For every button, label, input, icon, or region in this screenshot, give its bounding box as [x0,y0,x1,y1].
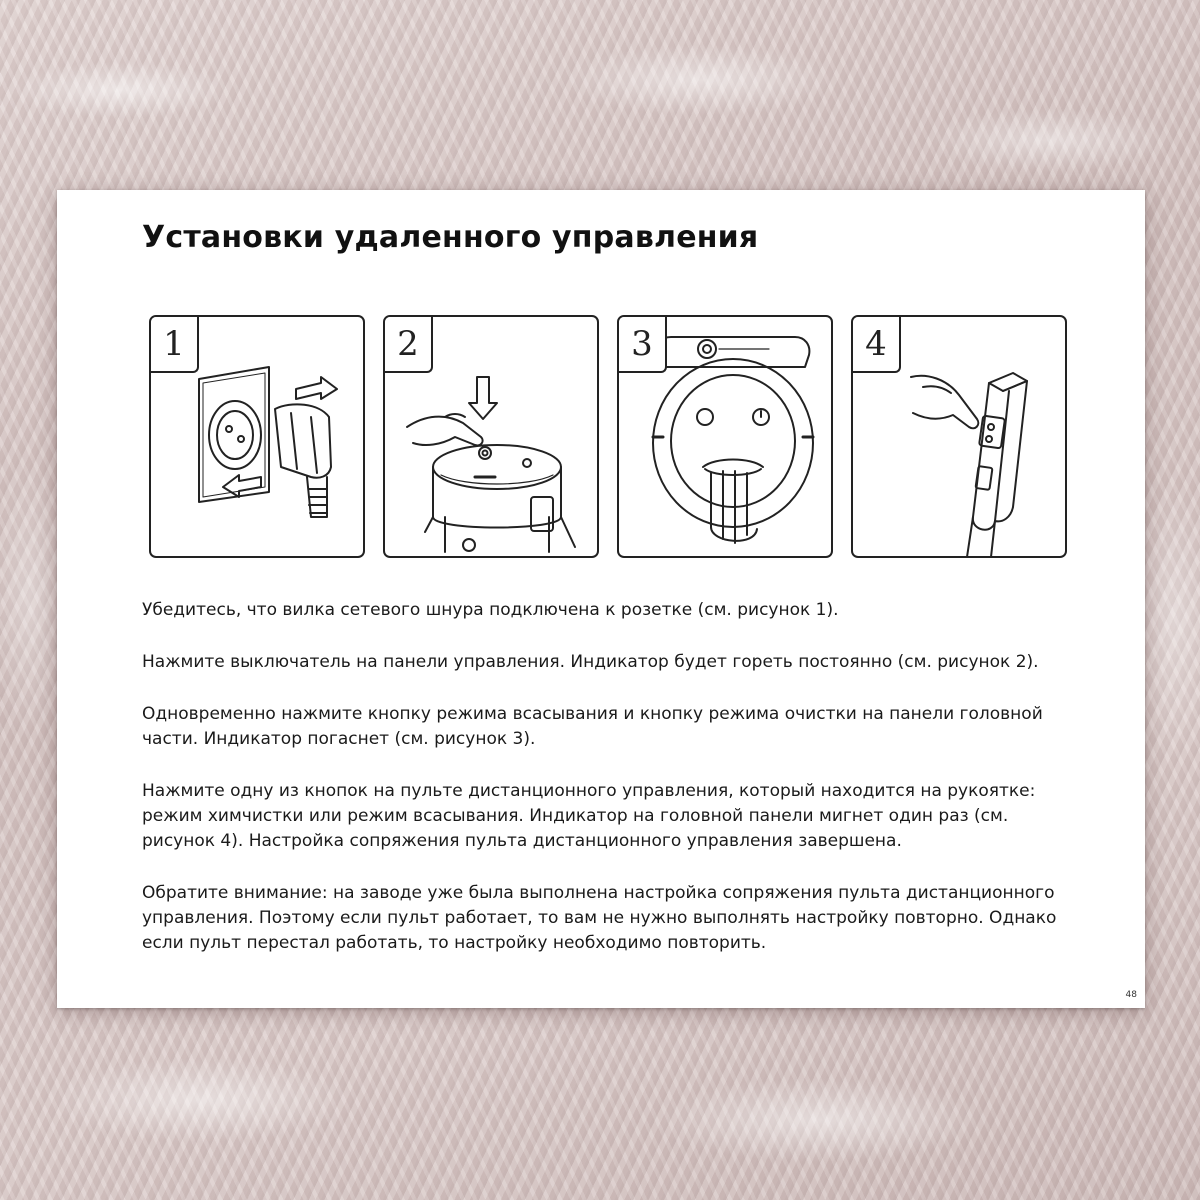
figure-4 [851,315,1067,558]
page-number: 48 [1125,990,1137,1000]
note-paragraph: Обратите внимание: на заводе уже была выполнена настройка сопряжения пульта дистанционного управления. Поэтому если пульт работает, то вам не нужно выполнять настройку повторно. Однако если пульт перестал работать, то настройку необходимо повторить. [142,883,1057,953]
figure-number: 1 [151,317,199,373]
figure-number: 2 [385,317,433,373]
figures-row [149,315,1069,560]
figure-number: 4 [853,317,901,373]
instruction-sheet [57,190,1145,1008]
instruction-paragraph: Нажмите одну из кнопок на пульте дистанционного управления, который находится на рукоятке: режим химчистки или режим всасывания. Индикатор на головной панели мигнет один раз (см. рисунок 4). Настройка сопряжения пульта дистанционного управления завершена. [142,781,1036,851]
figure-1 [149,315,365,558]
instructions-text [142,598,1062,983]
instruction-paragraph: Убедитесь, что вилка сетевого шнура подключена к розетке (см. рисунок 1). [142,600,839,620]
figure-2 [383,315,599,558]
figure-number: 3 [619,317,667,373]
figure-3 [617,315,833,558]
instruction-paragraph: Нажмите выключатель на панели управления. Индикатор будет гореть постоянно (см. рисунок 2). [142,652,1039,672]
instruction-paragraph: Одновременно нажмите кнопку режима всасывания и кнопку режима очистки на панели головной части. Индикатор погаснет (см. рисунок 3). [142,704,1043,749]
page-title: Установки удаленного управления [142,220,759,255]
